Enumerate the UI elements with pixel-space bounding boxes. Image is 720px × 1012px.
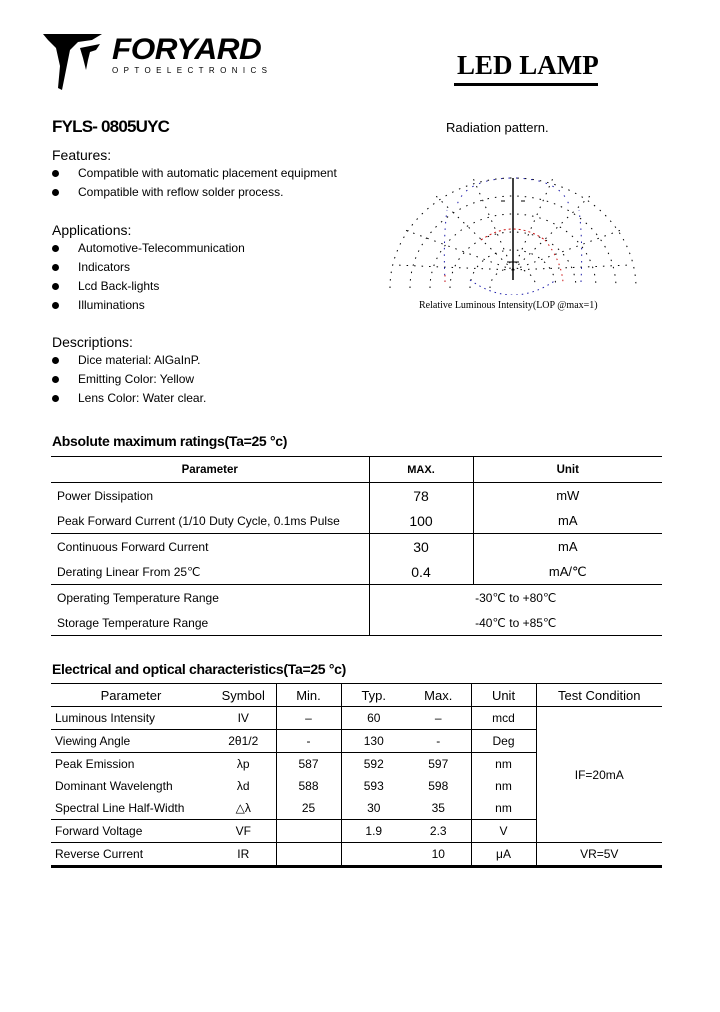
eo-char-title: Electrical and optical characteristics(Ta=25 °c) bbox=[52, 661, 347, 677]
test-condition-reverse: VR=5V bbox=[536, 843, 662, 867]
brand-name: FORYARD bbox=[112, 33, 262, 66]
bullet-icon bbox=[52, 376, 59, 383]
header-unit: Unit bbox=[473, 457, 662, 483]
radiation-pattern-diagram bbox=[385, 170, 640, 295]
header-max: MAX. bbox=[369, 457, 473, 483]
table-row: Reverse Current IR 10 μA VR=5V bbox=[51, 843, 662, 867]
bullet-icon bbox=[52, 170, 59, 177]
bullet-icon bbox=[52, 357, 59, 364]
test-condition-main: IF=20mA bbox=[536, 707, 662, 843]
applications-heading: Applications: bbox=[52, 222, 132, 238]
radiation-pattern-caption: Relative Luminous Intensity(LOP @max=1) bbox=[419, 300, 598, 311]
electrical-optical-characteristics-table bbox=[51, 683, 662, 868]
table-header-row bbox=[51, 457, 662, 483]
features-heading: Features: bbox=[52, 147, 112, 163]
bullet-icon bbox=[52, 283, 59, 290]
table-row: Continuous Forward Current 30 mA bbox=[51, 534, 662, 560]
radiation-pattern-title: Radiation pattern. bbox=[446, 120, 549, 135]
table-row: Dominant Wavelength λd 588 593 598 nm bbox=[51, 775, 662, 797]
brand-subtitle: OPTOELECTRONICS bbox=[112, 66, 273, 75]
title-underline bbox=[454, 83, 598, 86]
table-row: Spectral Line Half-Width △λ 25 30 35 nm bbox=[51, 797, 662, 820]
header-parameter: Parameter bbox=[51, 457, 369, 483]
table-row: Storage Temperature Range -40℃ to +85℃ bbox=[51, 610, 662, 636]
descriptions-heading: Descriptions: bbox=[52, 334, 133, 350]
table-row: Viewing Angle 2θ1/2 - 130 - Deg bbox=[51, 730, 662, 753]
document-title: LED LAMP bbox=[457, 50, 599, 80]
table-row: Power Dissipation 78 mW bbox=[51, 483, 662, 509]
table-header-row: Parameter Symbol Min. Typ. Max. Unit Test Condition bbox=[51, 684, 662, 707]
bullet-icon bbox=[52, 395, 59, 402]
table-row: Luminous Intensity IV – 60 – mcd IF=20mA bbox=[51, 707, 662, 730]
table-row: Operating Temperature Range -30℃ to +80℃ bbox=[51, 585, 662, 611]
table-row: Derating Linear From 25℃ 0.4 mA/℃ bbox=[51, 559, 662, 585]
bullet-icon bbox=[52, 302, 59, 309]
table-row: Peak Forward Current (1/10 Duty Cycle, 0.1ms Pulse 100 mA bbox=[51, 508, 662, 534]
part-number: FYLS- 0805UYC bbox=[52, 117, 170, 136]
bullet-icon bbox=[52, 189, 59, 196]
bullet-icon bbox=[52, 264, 59, 271]
abs-max-title: Absolute maximum ratings(Ta=25 °c) bbox=[52, 433, 288, 449]
bullet-icon bbox=[52, 245, 59, 252]
table-row: Forward Voltage VF 1.9 2.3 V bbox=[51, 820, 662, 843]
table-row: Peak Emission λp 587 592 597 nm bbox=[51, 753, 662, 776]
absolute-maximum-ratings-table bbox=[51, 456, 662, 636]
